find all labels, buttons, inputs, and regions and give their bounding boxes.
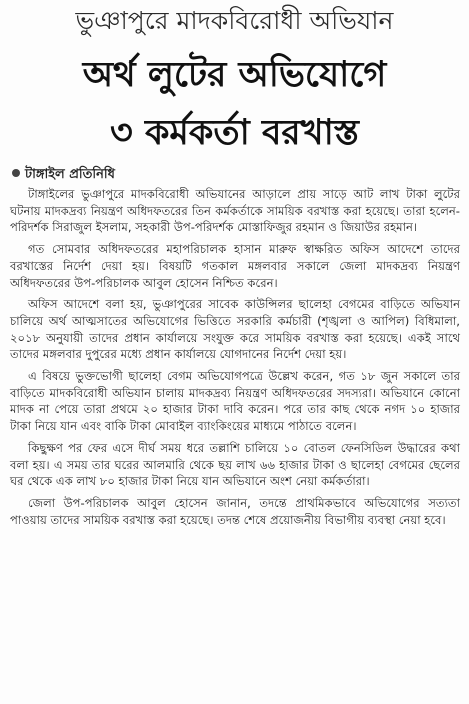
paragraph-4: এ বিষয়ে ভুক্তভোগী ছালেহা বেগম অভিযোগপত্রে উল্লেখ করেন, গত ১৮ জুন সকালে তার বাড়িতে মাদকবিরোধী অভিযান চালায় মাদকদ্রব্য নিয়ন্ত্রণ অধিদফতরের সদস্যরা। অভিযানে কোনো মাদক না পেয়ে তারা প্রথমে ২০ হাজার টাকা দাবি করেন। পরে তার কাছ থেকে নগদ ১০ হাজার টাকা নিয়ে যান এবং বাকি টাকা মোবাইল ব্যাংকিংয়ের মাধ্যমে পাঠাতে বলেন। xyxy=(10,369,460,434)
paragraph-6: জেলা উপ-পরিচালক আবুল হোসেন জানান, তদন্তে প্রাথমিকভাবে অভিযোগের সত্যতা পাওয়ায় তাদের সাময়িক বরখাস্ত করা হয়েছে। তদন্ত শেষে প্রয়োজনীয় বিভাগীয় ব্যবস্থা নেয়া হবে। xyxy=(10,495,460,527)
paragraph-2: গত সোমবার অধিদফতরের মহাপরিচালক হাসান মারুফ স্বাক্ষরিত অফিস আদেশে তাদের বরখাস্তের নির্দেশ দেয়া হয়। বিষয়টি গতকাল মঙ্গলবার সকালে জেলা মাদকদ্রব্য নিয়ন্ত্রণ অধিদফতরের উপ-পরিচালক আবুল হোসেন নিশ্চিত করেন। xyxy=(10,242,460,290)
byline xyxy=(12,166,115,184)
paragraph-5: কিছুক্ষণ পর ফের এসে দীর্ঘ সময় ধরে তল্লাশি চালিয়ে ১০ বোতল ফেনসিডিল উদ্ধারের কথা বলা হয়। এ সময় তার ঘরের আলমারি থেকে ছয় লাখ ৬৬ হাজার টাকা ও ছালেহা বেগমের ছেলের ঘর থেকে এক লাখ ৮০ হাজার টাকা নিয়ে যান অভিযানে অংশ নেয়া কর্মকর্তারা। xyxy=(10,440,460,489)
bullet-icon xyxy=(12,169,20,177)
main-headline-line-2: ৩ কর্মকর্তা বরখাস্ত xyxy=(110,113,359,153)
article-body xyxy=(10,186,460,533)
kicker-headline: ভুঞাপুরে মাদকবিরোধী অভিযান xyxy=(75,6,394,35)
paragraph-3: অফিস আদেশে বলা হয়, ভুঞাপুরের সাবেক কাউন্সিলর ছালেহা বেগমের বাড়িতে অভিযান চালিয়ে অর্থ আত্মসাতের অভিযোগের ভিত্তিতে সরকারি কর্মচারী (শৃঙ্খলা ও আপিল) বিধিমালা, ২০১৮ অনুযায়ী তাদের প্রধান কার্যালয়ে সংযুক্ত করে সাময়িক বরখাস্ত করা হয়েছে। একই সাথে তাদের মঙ্গলবার দুপুরের মধ্যে প্রধান কার্যালয়ে যোগদানের নির্দেশ দেয়া হয়। xyxy=(10,297,460,362)
paragraph-1: টাঙ্গাইলের ভুঞাপুরে মাদকবিরোধী অভিযানের আড়ালে প্রায় সাড়ে আট লাখ টাকা লুটের ঘটনায় মাদকদ্রব্য নিয়ন্ত্রণ অধিদফতরের তিন কর্মকর্তাকে সাময়িক বরখাস্ত করা হয়েছে। তারা হলেন- পরিদর্শক সিরাজুল ইসলাম, সহকারী উপ-পরিদর্শক মোস্তাফিজুর রহমান ও জিয়াউর রহমান। xyxy=(10,187,460,235)
byline-text: টাঙ্গাইল প্রতিনিধি xyxy=(25,167,115,182)
main-headline-line-1: অর্থ লুটের অভিযোগে xyxy=(82,55,387,95)
